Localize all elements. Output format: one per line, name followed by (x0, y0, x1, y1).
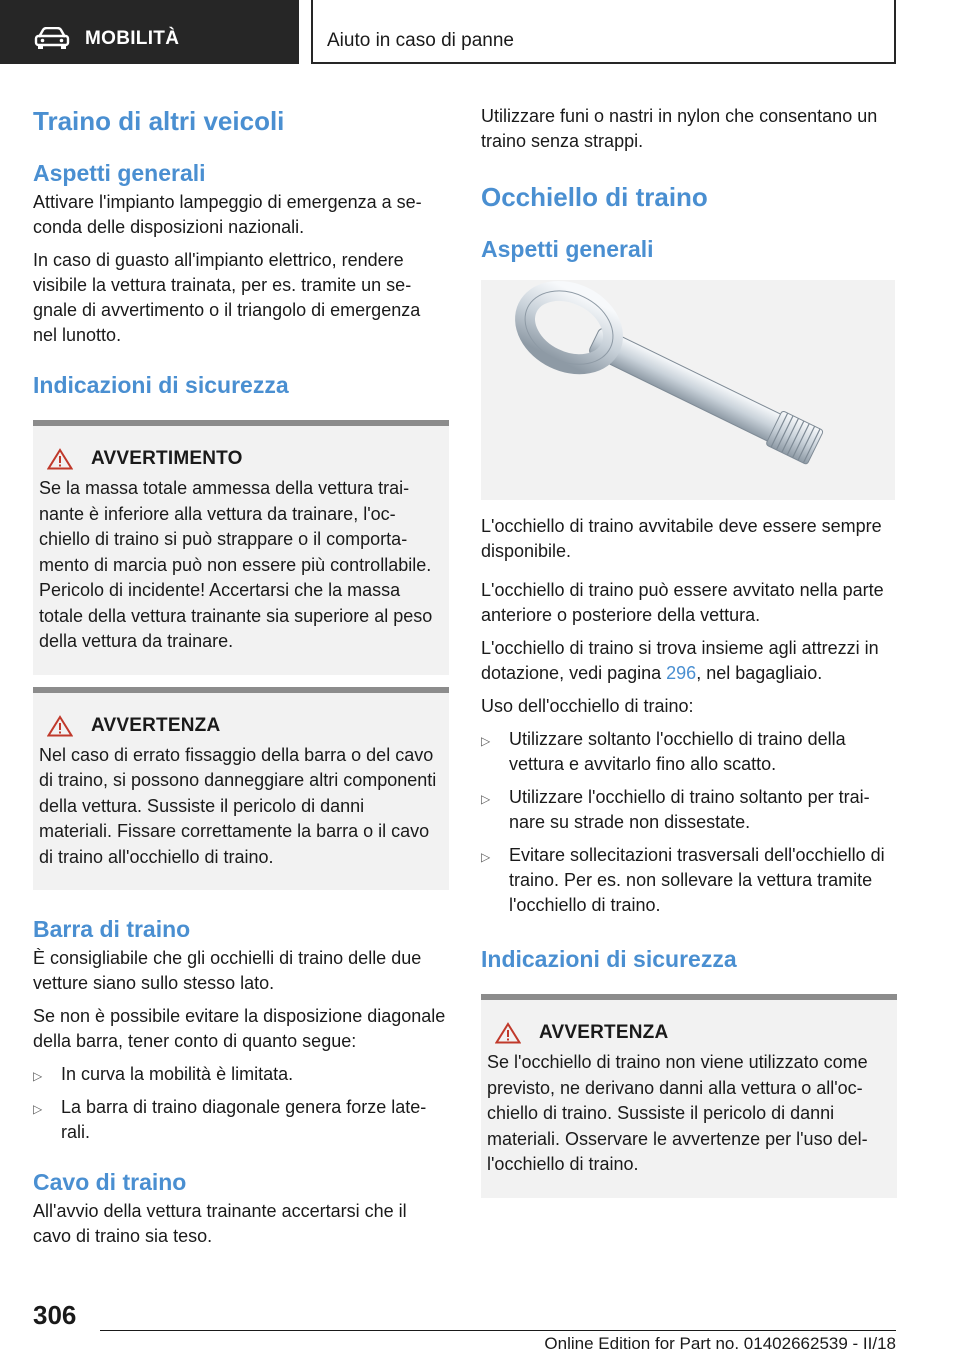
safety-heading: Indicazioni di sicurezza (33, 372, 289, 398)
tow-cable-heading: Cavo di traino (33, 1169, 187, 1195)
warning-title: AVVERTENZA (91, 714, 221, 736)
safety-heading: Indicazioni di sicurezza (481, 946, 737, 972)
right-column (481, 100, 897, 1198)
warning-text: Se la massa totale ammessa della vettura trainante è inferiore alla vettura da trainare, l'occhiello di traino si può strappare o il comportamento di marcia può non essere più controllabile. Pericolo di incidente! Accertarsi che la massa totale della vettura trainante sia superiore al peso della vettura da trainare. (39, 478, 433, 651)
warning-text: Nel caso di errato fissaggio della barra o del cavo di traino, si possono danneggiare altri componenti della vettura. Sussiste il pericolo di danni materiali. Fissare correttamente la barra o il cavo di traino all'occhiello di traino. (39, 744, 437, 867)
tow-eye-title: Occhiello di traino (481, 182, 708, 212)
warning-box-2 (33, 687, 449, 891)
list-item: ▷ Utilizzare l'occhiello di traino soltanto per trainare su strade non dissestate. (481, 787, 870, 832)
warning-title-row (487, 1022, 887, 1044)
list-arrow-icon: ▷ (481, 734, 491, 748)
warning-box-3 (481, 994, 897, 1198)
tow-eye-paragraph-2: L'occhiello di traino può essere avvitato nella parte anteriore o posteriore della vettura. (481, 580, 884, 625)
list-item: ▷ La barra di traino diagonale genera forze laterali. (33, 1097, 427, 1142)
list-arrow-icon: ▷ (481, 792, 491, 806)
list-arrow-icon: ▷ (481, 850, 491, 864)
tow-eye-usage-intro: Uso dell'occhiello di traino: (481, 696, 694, 716)
car-icon (34, 27, 70, 49)
warning-box-1 (33, 420, 449, 675)
tow-eye-illustration (481, 280, 895, 500)
warning-text: Se l'occhiello di traino non viene utilizzato come previsto, ne derivano danni alla vettura o all'occhiello di traino. Sussiste il pericolo di danni materiali. Osservare le avvertenze per l'uso dell'occhiello di traino. (487, 1052, 868, 1174)
page-header (0, 0, 960, 66)
footer-divider (100, 1330, 896, 1331)
warning-triangle-icon (47, 448, 73, 470)
page-link[interactable]: 296 (666, 663, 697, 683)
warning-triangle-icon (495, 1022, 521, 1044)
list-item: ▷ Evitare sollecitazioni trasversali dell'occhiello di traino. Per es. non sollevare la vettura tramite l'occhiello di traino. (481, 845, 885, 915)
section-title: MOBILITÀ (85, 28, 180, 49)
tow-bar-list (33, 1062, 449, 1145)
chapter-title: Aiuto in caso di panne (327, 30, 514, 51)
warning-title: AVVERTIMENTO (91, 448, 243, 469)
tow-eye-paragraph-1: L'occhiello di traino avvitabile deve essere sempre disponibile. (481, 516, 882, 561)
tow-cable-paragraph: All'avvio della vettura trainante accertarsi che il cavo di traino sia teso. (33, 1201, 407, 1246)
general-heading: Aspetti generali (481, 236, 654, 262)
tow-bar-heading: Barra di traino (33, 916, 191, 942)
warning-title-row (39, 715, 439, 737)
warning-title-row (39, 448, 439, 470)
nylon-rope-paragraph: Utilizzare funi o nastri in nylon che consentano un traino senza strappi. (481, 106, 878, 151)
general-paragraph-1: Attivare l'impianto lampeggio di emergenza a seconda delle disposizioni nazionali. (33, 192, 422, 237)
left-column (33, 100, 449, 1249)
tow-eye-usage-list (481, 727, 897, 918)
warning-title: AVVERTENZA (539, 1022, 669, 1043)
general-heading: Aspetti generali (33, 160, 206, 186)
towing-other-vehicles-title: Traino di altri veicoli (33, 106, 285, 136)
tow-bar-paragraph-1: È consigliabile che gli occhielli di traino delle due vetture siano sullo stesso lato. (33, 948, 422, 993)
list-arrow-icon: ▷ (33, 1069, 43, 1083)
tow-bar-paragraph-2: Se non è possibile evitare la disposizione diagonale della barra, tener conto di quanto segue: (33, 1006, 446, 1051)
tow-eye-paragraph-3: L'occhiello di traino si trova insieme agli attrezzi in dotazione, vedi pagina 296, nel bagagliaio. (481, 638, 879, 683)
list-item: ▷ Utilizzare soltanto l'occhiello di traino della vettura e avvitarlo fino allo scatto. (481, 729, 846, 774)
list-item: ▷ In curva la mobilità è limitata. (33, 1062, 449, 1087)
section-tab[interactable] (0, 0, 299, 64)
page-number: 306 (33, 1300, 77, 1330)
list-arrow-icon: ▷ (33, 1102, 43, 1116)
warning-triangle-icon (47, 715, 73, 737)
chapter-tab[interactable] (311, 0, 896, 64)
general-paragraph-2: In caso di guasto all'impianto elettrico, rendere visibile la vettura trainata, per es. tramite un segnale di avvertimento o il triangolo di emergenza nel lunotto. (33, 250, 421, 345)
tow-eye-image (481, 280, 895, 500)
edition-info: Online Edition for Part no. 01402662539 - II/18 (544, 1334, 896, 1353)
